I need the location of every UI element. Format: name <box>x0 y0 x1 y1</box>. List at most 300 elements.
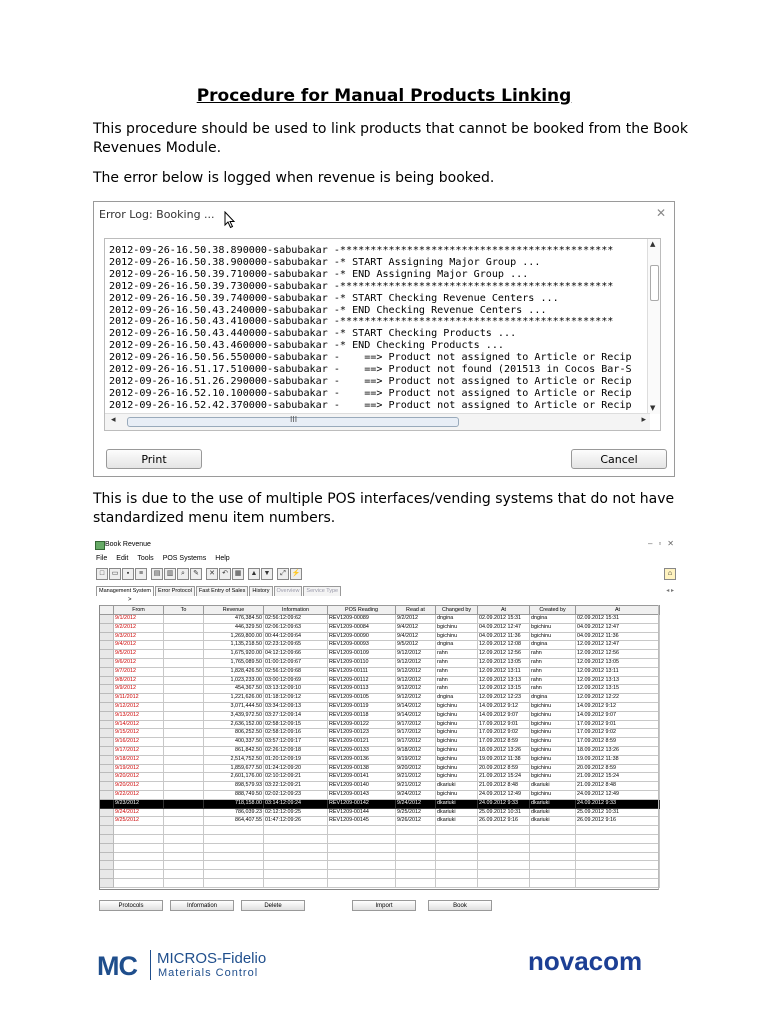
empty-cell <box>436 878 478 887</box>
table-cell: REV1209-00121 <box>328 738 396 747</box>
open-icon[interactable]: ▭ <box>109 568 121 580</box>
table-cell: 12.09.2012 13:15 <box>478 685 530 694</box>
table-row[interactable] <box>100 632 660 641</box>
table-cell: 17.09.2012 9:02 <box>478 729 530 738</box>
table-cell: bgichinu <box>436 746 478 755</box>
table-cell: 400,337.50 <box>204 738 264 747</box>
revenue-table[interactable] <box>99 605 660 888</box>
table-cell: 25.09.2012 10:31 <box>576 808 660 817</box>
empty-cell <box>100 861 114 870</box>
table-cell: 12.09.2012 13:13 <box>576 676 660 685</box>
vertical-scrollbar[interactable] <box>647 239 660 414</box>
table-cell: 02:10:12:09:21 <box>264 773 328 782</box>
table-row[interactable] <box>100 685 660 694</box>
table-cell: 12.09.2012 13:13 <box>478 676 530 685</box>
sort-indicator: > <box>128 597 132 603</box>
table-cell: 9/12/2012 <box>396 676 436 685</box>
empty-cell <box>576 826 660 835</box>
table-cell: 861,842.50 <box>204 746 264 755</box>
table-row[interactable] <box>100 658 660 667</box>
edit-icon[interactable]: ✎ <box>190 568 202 580</box>
tab-history[interactable]: History <box>249 586 272 596</box>
menu-item-edit[interactable]: Edit <box>116 555 129 562</box>
table-cell: 1,675,920.00 <box>204 650 264 659</box>
table-cell: 18.09.2012 13:26 <box>576 746 660 755</box>
table-cell: REV1209-00145 <box>328 817 396 826</box>
empty-cell <box>114 843 164 852</box>
table-cell: REV1209-00090 <box>328 632 396 641</box>
table-cell: REV1209-00123 <box>328 729 396 738</box>
table-cell: rahn <box>436 685 478 694</box>
empty-cell <box>328 878 396 887</box>
save-icon[interactable]: ▪ <box>122 568 134 580</box>
menu-item-pos-systems[interactable]: POS Systems <box>162 555 207 562</box>
tab-management-system[interactable]: Management System <box>96 586 154 596</box>
column-header[interactable]: Information <box>264 606 328 615</box>
scroll-up-icon[interactable]: ▲ <box>650 240 656 248</box>
table-cell: 26.09.2012 9:16 <box>478 817 530 826</box>
table-cell: bgichinu <box>436 623 478 632</box>
table-cell: 17.09.2012 8:59 <box>576 738 660 747</box>
column-header[interactable]: At <box>478 606 530 615</box>
information-button[interactable]: Information <box>170 900 234 911</box>
table-cell: 1,765,089.50 <box>204 658 264 667</box>
table-cell: 9/19/2012 <box>114 764 164 773</box>
row-marker[interactable] <box>100 623 114 632</box>
table-cell: 02:58:12:09:16 <box>264 729 328 738</box>
table-cell: 12.09.2012 13:05 <box>576 658 660 667</box>
table-cell: 02:56:12:09:62 <box>264 615 328 624</box>
table-cell: REV1209-00133 <box>328 746 396 755</box>
table-cell: bgichinu <box>530 632 576 641</box>
table-cell: 2,514,752.50 <box>204 755 264 764</box>
log-line: 2012-09-26-16.50.38.890000-sabubakar -********************************************* <box>109 245 614 256</box>
row-marker[interactable] <box>100 632 114 641</box>
menu-item-help[interactable]: Help <box>215 555 230 562</box>
table-cell: 2,601,176.00 <box>204 773 264 782</box>
expand-icon[interactable]: ⤢ <box>277 568 289 580</box>
table-cell: 9/21/2012 <box>396 773 436 782</box>
tab-error-protocol[interactable]: Error Protocol <box>155 586 195 596</box>
table-row[interactable] <box>100 702 660 711</box>
column-header[interactable]: From <box>114 606 164 615</box>
row-marker[interactable] <box>100 764 114 773</box>
table-cell: 9/18/2012 <box>396 746 436 755</box>
table-cell <box>164 755 204 764</box>
row-marker[interactable] <box>100 799 114 808</box>
empty-cell <box>100 878 114 887</box>
table-cell: 01:24:12:09:20 <box>264 764 328 773</box>
empty-cell <box>436 852 478 861</box>
log-line: 2012-09-26-16.50.43.460000-sabubakar -* END Checking Products ... <box>109 340 505 352</box>
table-cell: 24.09.2012 12:49 <box>478 790 530 799</box>
empty-cell <box>100 843 114 852</box>
print-button[interactable]: Print <box>106 449 202 469</box>
table-row[interactable] <box>100 615 660 624</box>
table-row[interactable] <box>100 694 660 703</box>
table-cell: bgichinu <box>530 623 576 632</box>
table-cell: 12.09.2012 13:15 <box>576 685 660 694</box>
table-row[interactable] <box>100 738 660 747</box>
table-row[interactable] <box>100 720 660 729</box>
table-row[interactable] <box>100 782 660 791</box>
home-icon[interactable]: ⌂ <box>664 568 676 580</box>
table-cell: bgichinu <box>436 632 478 641</box>
preview-icon[interactable]: ▥ <box>164 568 176 580</box>
table-cell: 9/7/2012 <box>114 667 164 676</box>
table-cell: 12.09.2012 12:56 <box>576 650 660 659</box>
empty-cell <box>328 870 396 879</box>
close-icon[interactable]: ✕ <box>655 206 666 220</box>
table-cell: 9/11/2012 <box>114 694 164 703</box>
micros-fidelio-logo-text: MICROS-Fidelio <box>157 950 267 967</box>
table-row[interactable] <box>100 817 660 826</box>
column-header[interactable]: Read at <box>396 606 436 615</box>
table-cell: bgichinu <box>530 720 576 729</box>
table-cell: 26.09.2012 9:16 <box>576 817 660 826</box>
table-cell: 9/12/2012 <box>396 658 436 667</box>
table-cell: dkariuki <box>530 808 576 817</box>
column-header[interactable]: Changed by <box>436 606 478 615</box>
table-cell: REV1209-00142 <box>328 799 396 808</box>
table-cell: 9/26/2012 <box>396 817 436 826</box>
log-line: 2012-09-26-16.50.39.740000-sabubakar -* START Checking Revenue Centers ... <box>109 292 559 304</box>
empty-cell <box>576 870 660 879</box>
empty-cell <box>204 861 264 870</box>
delete-button[interactable]: Delete <box>241 900 305 911</box>
table-cell: 9/9/2012 <box>114 685 164 694</box>
cancel-button[interactable]: Cancel <box>571 449 667 469</box>
table-cell: bgichinu <box>436 702 478 711</box>
empty-cell <box>204 878 264 887</box>
cause-paragraph: This is due to the use of multiple POS interfaces/vending systems that do not have standardized menu item numbers. <box>93 491 675 526</box>
table-row[interactable] <box>100 623 660 632</box>
table-cell: 17.09.2012 9:02 <box>576 729 660 738</box>
menu-item-file[interactable]: File <box>96 555 108 562</box>
table-row[interactable] <box>100 764 660 773</box>
table-cell: dkariuki <box>436 782 478 791</box>
table-cell: 21.09.2012 15:24 <box>576 773 660 782</box>
table-cell: 9/20/2012 <box>114 773 164 782</box>
table-cell: 9/12/2012 <box>396 694 436 703</box>
tab-fast-entry-of-sales[interactable]: Fast Entry of Sales <box>196 586 248 596</box>
log-line: 2012-09-26-16.50.43.440000-sabubakar -* START Checking Products ... <box>109 328 517 340</box>
print-icon[interactable]: ▤ <box>151 568 163 580</box>
table-cell: 9/20/2012 <box>396 764 436 773</box>
table-row[interactable] <box>100 755 660 764</box>
tab-overview[interactable]: Overview <box>274 586 303 596</box>
table-cell: 1,859,677.50 <box>204 764 264 773</box>
table-cell: REV1209-00110 <box>328 658 396 667</box>
table-cell: 00:44:12:09:64 <box>264 632 328 641</box>
table-row[interactable] <box>100 650 660 659</box>
table-cell: bgichinu <box>436 729 478 738</box>
empty-cell <box>396 834 436 843</box>
scroll-down-icon[interactable]: ▼ <box>650 404 656 412</box>
table-cell <box>164 711 204 720</box>
table-cell: 02:23:12:09:65 <box>264 641 328 650</box>
table-cell: REV1209-00144 <box>328 808 396 817</box>
table-cell: 03:14:12:09:24 <box>264 799 328 808</box>
page-title: Procedure for Manual Products Linking <box>196 86 572 106</box>
table-cell: rahn <box>436 676 478 685</box>
log-text-area[interactable] <box>104 238 661 431</box>
row-marker[interactable] <box>100 702 114 711</box>
table-cell <box>164 720 204 729</box>
table-cell: 04.09.2012 11:36 <box>478 632 530 641</box>
table-cell: 14.09.2012 9:07 <box>576 711 660 720</box>
tool-icon[interactable]: ⚡ <box>290 568 302 580</box>
menu-bar <box>96 555 239 562</box>
table-cell: 9/8/2012 <box>114 676 164 685</box>
table-cell: REV1209-00118 <box>328 711 396 720</box>
table-cell: dkariuki <box>530 782 576 791</box>
log-line: 2012-09-26-16.50.43.410000-sabubakar -********************************************* <box>109 316 614 328</box>
table-cell: 03:00:12:09:69 <box>264 676 328 685</box>
column-header[interactable]: Revenue <box>204 606 264 615</box>
row-marker[interactable] <box>100 711 114 720</box>
table-cell <box>164 799 204 808</box>
table-cell: bgichinu <box>530 755 576 764</box>
log-line: 2012-09-26-16.50.38.900000-sabubakar -* START Assigning Major Group ... <box>109 256 541 268</box>
table-cell: 12.09.2012 13:05 <box>478 658 530 667</box>
empty-cell <box>264 834 328 843</box>
table-cell: REV1209-00122 <box>328 720 396 729</box>
table-cell: 17.09.2012 9:01 <box>576 720 660 729</box>
table-cell: 19.09.2012 11:38 <box>576 755 660 764</box>
table-cell: bgichinu <box>530 773 576 782</box>
horizontal-scrollbar[interactable] <box>105 413 650 430</box>
row-marker[interactable] <box>100 615 114 624</box>
undo-icon[interactable]: ↶ <box>219 568 231 580</box>
empty-cell <box>264 843 328 852</box>
table-cell: 9/3/2012 <box>114 632 164 641</box>
row-marker[interactable] <box>100 817 114 826</box>
table-cell <box>164 694 204 703</box>
table-cell: 9/16/2012 <box>114 738 164 747</box>
empty-row <box>100 878 660 887</box>
table-cell: rahn <box>436 667 478 676</box>
column-header[interactable]: At <box>576 606 660 615</box>
row-marker[interactable] <box>100 755 114 764</box>
table-cell: 9/12/2012 <box>396 650 436 659</box>
table-row[interactable] <box>100 746 660 755</box>
column-header[interactable]: Created by <box>530 606 576 615</box>
empty-cell <box>328 834 396 843</box>
row-marker[interactable] <box>100 808 114 817</box>
find-icon[interactable]: ⌕ <box>177 568 189 580</box>
table-row[interactable] <box>100 808 660 817</box>
empty-row <box>100 843 660 852</box>
table-cell: 806,252.50 <box>204 729 264 738</box>
empty-cell <box>396 861 436 870</box>
empty-cell <box>164 834 204 843</box>
empty-cell <box>114 834 164 843</box>
empty-cell <box>436 870 478 879</box>
row-marker[interactable] <box>100 676 114 685</box>
row-marker[interactable] <box>100 720 114 729</box>
book-button[interactable]: Book <box>428 900 492 911</box>
table-cell: dngina <box>436 694 478 703</box>
table-cell: 20.09.2012 8:59 <box>576 764 660 773</box>
empty-cell <box>114 878 164 887</box>
empty-cell <box>478 861 530 870</box>
column-header[interactable]: To <box>164 606 204 615</box>
empty-cell <box>164 878 204 887</box>
row-marker[interactable] <box>100 667 114 676</box>
table-cell: bgichinu <box>436 773 478 782</box>
calc-icon[interactable]: ▦ <box>232 568 244 580</box>
table-cell: dngina <box>530 694 576 703</box>
row-marker[interactable] <box>100 641 114 650</box>
app-icon <box>95 541 105 550</box>
menu-item-tools[interactable]: Tools <box>137 555 154 562</box>
table-cell: bgichinu <box>436 720 478 729</box>
new-icon[interactable]: □ <box>96 568 108 580</box>
table-row[interactable] <box>100 676 660 685</box>
empty-cell <box>436 826 478 835</box>
table-cell: dngina <box>436 641 478 650</box>
table-cell: 12.09.2012 12:08 <box>478 641 530 650</box>
empty-cell <box>114 852 164 861</box>
empty-cell <box>478 870 530 879</box>
table-cell <box>164 667 204 676</box>
table-cell: 03:27:12:09:14 <box>264 711 328 720</box>
empty-cell <box>100 826 114 835</box>
table-row[interactable] <box>100 711 660 720</box>
row-marker[interactable] <box>100 729 114 738</box>
table-cell: dkariuki <box>436 817 478 826</box>
table-cell: 24.09.2012 9:33 <box>478 799 530 808</box>
row-marker[interactable] <box>100 738 114 747</box>
table-cell: REV1209-00140 <box>328 782 396 791</box>
table-cell: 02:56:12:09:68 <box>264 667 328 676</box>
row-marker[interactable] <box>100 658 114 667</box>
window-controls[interactable]: –▫✕ <box>648 539 680 548</box>
table-cell <box>164 746 204 755</box>
table-cell: bgichinu <box>530 746 576 755</box>
table-cell: 12.09.2012 12:22 <box>576 694 660 703</box>
delete-icon[interactable]: ✕ <box>206 568 218 580</box>
row-marker[interactable] <box>100 782 114 791</box>
empty-cell <box>436 834 478 843</box>
empty-row <box>100 826 660 835</box>
tab-service-type[interactable]: Service Type <box>303 586 341 596</box>
table-cell: 21.09.2012 8:48 <box>478 782 530 791</box>
protocols-button[interactable]: Protocols <box>99 900 163 911</box>
table-cell: 21.09.2012 8:48 <box>576 782 660 791</box>
table-cell: 9/2/2012 <box>114 623 164 632</box>
table-cell: 476,384.50 <box>204 615 264 624</box>
column-header[interactable]: POS Reading <box>328 606 396 615</box>
row-marker[interactable] <box>100 694 114 703</box>
empty-cell <box>328 852 396 861</box>
log-line: 2012-09-26-16.52.10.100000-sabubakar - ==> Product not assigned to Article or Recip <box>109 387 632 399</box>
log-line: 2012-09-26-16.52.42.370000-sabubakar - ==> Product not assigned to Article or Recip <box>109 399 632 411</box>
table-cell: dngina <box>436 615 478 624</box>
table-cell: bgichinu <box>436 711 478 720</box>
import-button[interactable]: Import <box>352 900 416 911</box>
table-cell <box>164 676 204 685</box>
scroll-right-icon[interactable]: ▸ <box>641 415 646 425</box>
row-marker[interactable] <box>100 685 114 694</box>
table-cell: 9/4/2012 <box>114 641 164 650</box>
empty-cell <box>100 870 114 879</box>
row-marker[interactable] <box>100 650 114 659</box>
log-line: 2012-09-26-16.51.17.510000-sabubakar - ==> Product not found (201513 in Cocos Bar-S <box>109 364 632 376</box>
error-log-dialog <box>93 201 675 477</box>
table-row[interactable] <box>100 799 660 808</box>
window-title: Book Revenue <box>105 541 151 548</box>
table-cell: REV1209-00112 <box>328 676 396 685</box>
table-cell: 14.09.2012 9:07 <box>478 711 530 720</box>
row-marker[interactable] <box>100 790 114 799</box>
hscroll-grip: III <box>290 415 298 424</box>
empty-row <box>100 870 660 879</box>
table-cell: 20.09.2012 8:59 <box>478 764 530 773</box>
table-cell <box>164 729 204 738</box>
table-cell: 14.09.2012 9:12 <box>478 702 530 711</box>
empty-cell <box>264 826 328 835</box>
empty-cell <box>436 861 478 870</box>
up-arrow-icon[interactable]: ▲ <box>248 568 260 580</box>
table-cell: rahn <box>530 658 576 667</box>
table-cell: 01:18:12:09:12 <box>264 694 328 703</box>
empty-cell <box>164 843 204 852</box>
empty-cell <box>478 826 530 835</box>
table-cell: 12.09.2012 12:47 <box>576 641 660 650</box>
table-cell <box>164 658 204 667</box>
row-marker[interactable] <box>100 746 114 755</box>
column-header[interactable] <box>100 606 114 615</box>
table-cell: REV1209-00111 <box>328 667 396 676</box>
table-cell: 01:00:12:09:67 <box>264 658 328 667</box>
table-cell: 9/14/2012 <box>396 711 436 720</box>
table-cell: 1,828,426.50 <box>204 667 264 676</box>
empty-cell <box>396 826 436 835</box>
table-row[interactable] <box>100 667 660 676</box>
table-cell: 9/20/2012 <box>114 782 164 791</box>
table-cell: 14.09.2012 9:12 <box>576 702 660 711</box>
row-marker[interactable] <box>100 773 114 782</box>
log-line: 2012-09-26-16.50.43.240000-sabubakar -* END Checking Revenue Centers ... <box>109 304 547 316</box>
table-cell: REV1209-00105 <box>328 694 396 703</box>
empty-cell <box>530 826 576 835</box>
table-cell: REV1209-00084 <box>328 623 396 632</box>
list-icon[interactable]: ≡ <box>135 568 147 580</box>
empty-cell <box>204 870 264 879</box>
table-cell <box>164 782 204 791</box>
table-cell: rahn <box>436 658 478 667</box>
table-row[interactable] <box>100 729 660 738</box>
table-row[interactable] <box>100 641 660 650</box>
empty-cell <box>264 852 328 861</box>
down-arrow-icon[interactable]: ▼ <box>261 568 273 580</box>
table-cell: 9/12/2012 <box>114 702 164 711</box>
table-row[interactable] <box>100 773 660 782</box>
table-cell: REV1209-00141 <box>328 773 396 782</box>
table-row[interactable] <box>100 790 660 799</box>
tab-scroll-arrows[interactable]: ◂ ▸ <box>666 588 674 594</box>
empty-cell <box>114 826 164 835</box>
table-cell: 9/13/2012 <box>114 711 164 720</box>
table-cell: 9/6/2012 <box>114 658 164 667</box>
empty-row <box>100 861 660 870</box>
empty-cell <box>530 861 576 870</box>
scroll-left-icon[interactable]: ◂ <box>111 415 116 425</box>
table-cell: 21.09.2012 15:24 <box>478 773 530 782</box>
scroll-thumb[interactable] <box>650 265 659 301</box>
